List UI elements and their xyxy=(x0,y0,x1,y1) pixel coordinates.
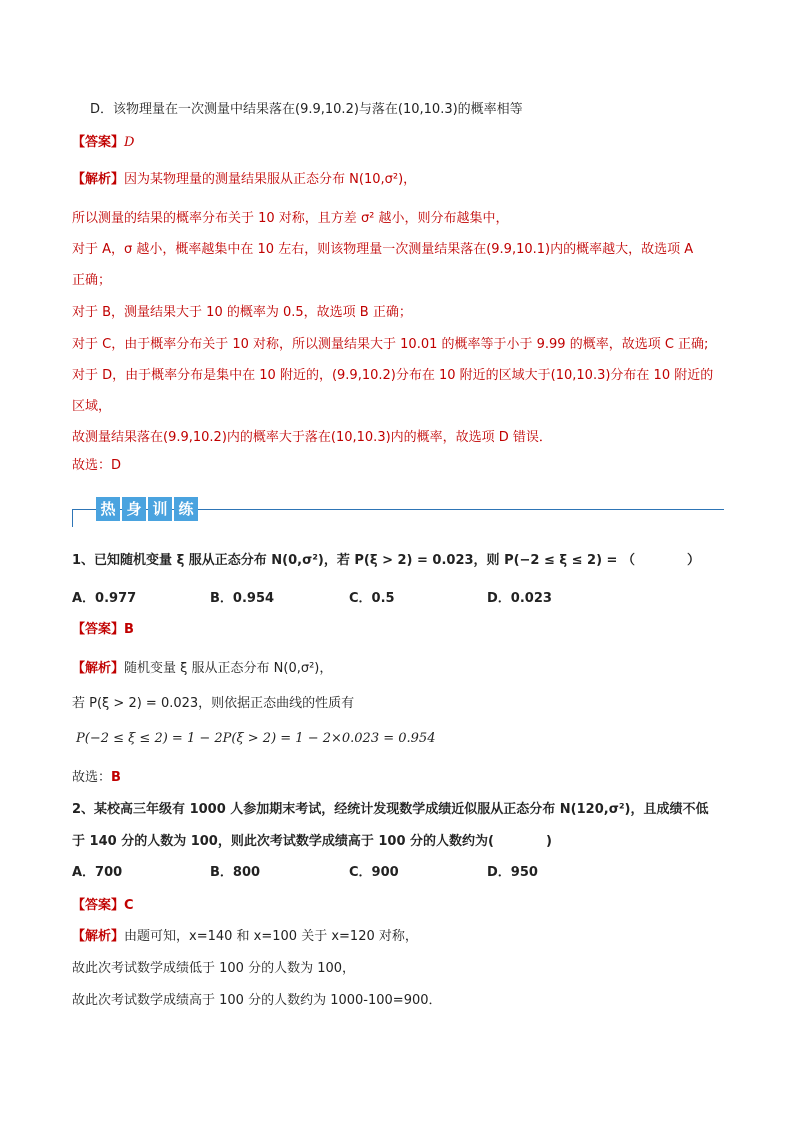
analysis-text-line: 故测量结果落在(9.9,10.2)内的概率大于落在(10,10.3)内的概率，故选项 D 错误． xyxy=(72,430,552,445)
choose-tag: 故选： xyxy=(72,770,112,785)
analysis-text-line: 正确； xyxy=(72,273,112,288)
section-title-char: 练 xyxy=(174,497,198,521)
choose-line: 故选：D xyxy=(72,458,122,473)
section-title-char: 训 xyxy=(148,497,172,521)
q1-option-d: D．0.023 xyxy=(487,591,552,606)
answer-value: C xyxy=(124,898,134,913)
q1-choose-line xyxy=(72,769,121,787)
answer-value: D xyxy=(124,135,135,150)
analysis-text: 因为某物理量的测量结果服从正态分布 N(10,σ²)， xyxy=(124,172,417,187)
analysis-text: 随机变量 ξ 服从正态分布 N(0,σ²)， xyxy=(124,661,333,676)
analysis-text-line: 对于 B，测量结果大于 10 的概率为 0.5，故选项 B 正确； xyxy=(72,305,412,320)
q2-analysis-line xyxy=(72,928,418,946)
section-title xyxy=(96,497,200,521)
analysis-text-line: 区域， xyxy=(72,399,112,414)
q1-option-a: A．0.977 xyxy=(72,591,137,606)
analysis-tag: 【解析】 xyxy=(72,661,125,676)
section-title-char: 身 xyxy=(122,497,146,521)
answer-tag: 【答案】 xyxy=(72,135,125,150)
q1-option-c: C．0.5 xyxy=(349,591,395,606)
question-1-stem: 1、已知随机变量 ξ 服从正态分布 N(0,σ²)，若 P(ξ > 2) = 0.023，则 P(−2 ≤ ξ ≤ 2) = （ ） xyxy=(72,553,700,568)
q2-analysis-text: 故此次考试数学成绩低于 100 分的人数为 100， xyxy=(72,961,356,976)
answer-tag: 【答案】 xyxy=(72,898,125,913)
option-d-text: D．该物理量在一次测量中结果落在(9.9,10.2)与落在(10,10.3)的概率相等 xyxy=(90,102,523,117)
q1-option-b: B．0.954 xyxy=(210,591,275,606)
answer-value: B xyxy=(124,622,134,637)
section-header xyxy=(72,497,724,527)
answer-tag: 【答案】 xyxy=(72,622,125,637)
q1-analysis-line xyxy=(72,660,332,678)
question-2-stem: 2、某校高三年级有 1000 人参加期末考试，经统计发现数学成绩近似服从正态分布 N(120,σ²)，且成绩不低 xyxy=(72,802,709,817)
analysis-tag: 【解析】 xyxy=(72,172,125,187)
section-title-char: 热 xyxy=(96,497,120,521)
analysis-tag: 【解析】 xyxy=(72,929,125,944)
q2-answer-line xyxy=(72,897,134,915)
q2-option-c: C．900 xyxy=(349,865,399,880)
answer-line xyxy=(72,134,134,152)
q2-analysis-text: 故此次考试数学成绩高于 100 分的人数约为 1000-100=900． xyxy=(72,993,442,1008)
analysis-text-line: 所以测量的结果的概率分布关于 10 对称，且方差 σ² 越小，则分布越集中， xyxy=(72,211,509,226)
q1-analysis-formula: P(−2 ≤ ξ ≤ 2) = 1 − 2P(ξ > 2) = 1 − 2×0.023 = 0.954 xyxy=(76,731,436,746)
q2-option-d: D．950 xyxy=(487,865,538,880)
analysis-line xyxy=(72,171,416,189)
analysis-text-line: 对于 A，σ 越小，概率越集中在 10 左右，则该物理量一次测量结果落在(9.9,10.1)内的概率越大，故选项 A xyxy=(72,242,694,257)
analysis-text-line: 对于 D，由于概率分布是集中在 10 附近的，(9.9,10.2)分布在 10 附近的区域大于(10,10.3)分布在 10 附近的 xyxy=(72,368,714,383)
choose-value: B xyxy=(111,770,121,785)
section-rule-tick xyxy=(72,509,73,527)
q1-answer-line xyxy=(72,621,134,639)
analysis-text-line: 对于 C，由于概率分布关于 10 对称，所以测量结果大于 10.01 的概率等于小于 9.99 的概率，故选项 C 正确; xyxy=(72,337,709,352)
analysis-text: 由题可知，x=140 和 x=100 关于 x=120 对称， xyxy=(124,929,418,944)
question-2-stem-cont: 于 140 分的人数为 100，则此次考试数学成绩高于 100 分的人数约为( ) xyxy=(72,834,552,849)
q1-analysis-text: 若 P(ξ > 2) = 0.023，则依据正态曲线的性质有 xyxy=(72,696,355,711)
q2-option-b: B．800 xyxy=(210,865,261,880)
q2-option-a: A．700 xyxy=(72,865,123,880)
